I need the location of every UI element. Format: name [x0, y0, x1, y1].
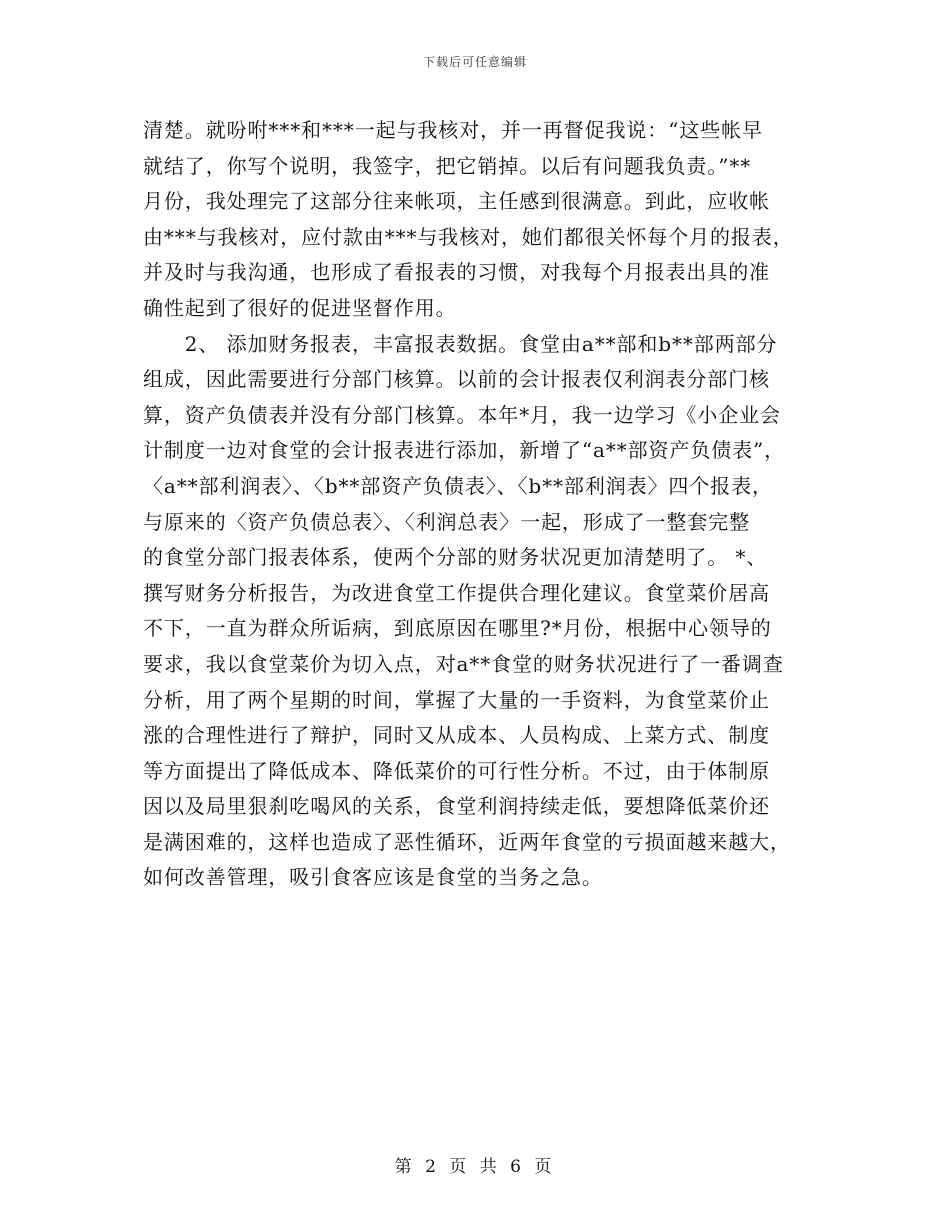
- body-line: 涨的合理性进行了辩护，同时又从成本、人员构成、上菜方式、制度: [143, 723, 770, 748]
- body-line: 如何改善管理，吸引食客应该是食堂的当务之急。: [143, 865, 603, 890]
- body-line: 〈a**部利润表〉、〈b**部资产负债表〉、〈b**部利润表〉四个报表，: [143, 473, 773, 498]
- body-line: 等方面提出了降低成本、降低菜价的可行性分析。不过，由于体制原: [143, 758, 770, 783]
- body-line: 月份，我处理完了这部分往来帐项，主任感到很满意。到此，应收帐: [143, 189, 770, 214]
- body-line: 由***与我核对，应付款由***与我核对，她们都很关怀每个月的报表，: [143, 224, 794, 249]
- page-header: 下载后可任意编辑: [422, 55, 527, 69]
- body-line: 的食堂分部门报表体系，使两个分部的财务状况更加清楚明了。 *、: [143, 545, 768, 570]
- body-line: 算，资产负债表并没有分部门核算。本年*月，我一边学习《小企业会: [143, 402, 781, 427]
- body-line: 与原来的〈资产负债总表〉、〈利润总表〉一起，形成了一整套完整: [143, 509, 750, 534]
- body-line: 撰写财务分析报告，为改进食堂工作提供合理化建议。食堂菜价居高: [143, 580, 770, 605]
- body-line: 确性起到了很好的促进坚督作用。: [143, 295, 457, 320]
- body-line: 不下，一直为群众所诟病，到底原因在哪里?*月份，根据中心领导的: [143, 616, 772, 641]
- body-line: 因以及局里狠刹吃喝风的关系，食堂利润持续走低，要想降低菜价还: [143, 794, 770, 819]
- body-line: 并及时与我沟通，也形成了看报表的习惯，对我每个月报表出具的准: [143, 260, 770, 285]
- body-line: 分析，用了两个星期的时间，掌握了大量的一手资料，为食堂菜价止: [143, 687, 770, 712]
- document-body: [143, 113, 815, 896]
- body-line: 清楚。就吩咐***和***一起与我核对，并一再督促我说：“这些帐早: [143, 118, 763, 142]
- body-line: 组成，因此需要进行分部门核算。以前的会计报表仅利润表分部门核: [143, 367, 770, 392]
- body-line: 计制度一边对食堂的会计报表进行添加，新增了“a**部资产负债表”，: [143, 438, 786, 463]
- body-line: 2、 添加财务报表，丰富报表数据。食堂由a**部和b**部两部分: [143, 331, 778, 356]
- body-line: 就结了，你写个说明，我签字，把它销掉。以后有问题我负责。”**: [143, 153, 752, 178]
- body-line: 是满困难的，这样也造成了恶性循环，近两年食堂的亏损面越来越大，: [143, 829, 791, 854]
- body-line: 要求，我以食堂菜价为切入点，对a**食堂的财务状况进行了一番调查: [143, 651, 784, 676]
- page-number-footer: 第 2 页 共 6 页: [394, 1157, 556, 1177]
